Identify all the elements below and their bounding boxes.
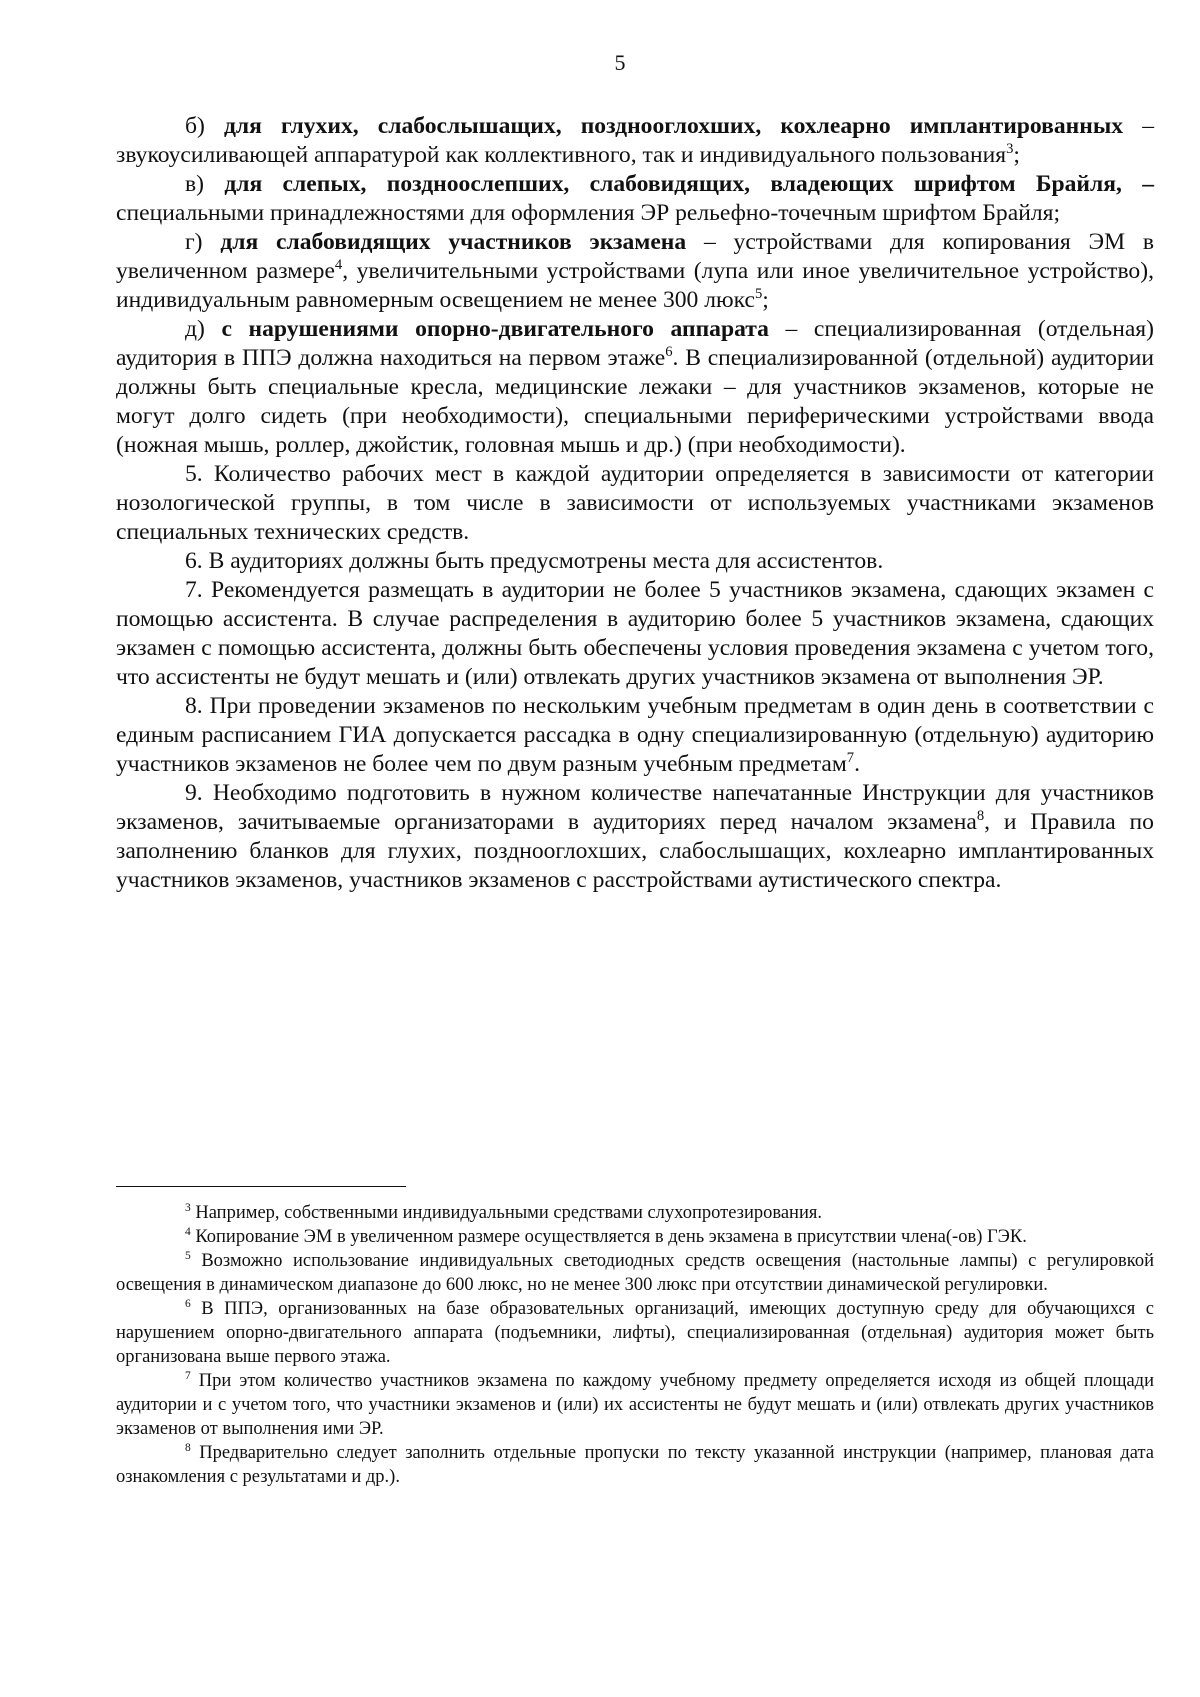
main-text [116, 112, 1154, 895]
paragraph-end: . [854, 751, 861, 777]
footnote-number: 4 [185, 1225, 191, 1238]
item-text: . В специализированной (отдельной) аудитории должны быть специальные кресла, медицинские лежаки – для участников экзаменов, которые не могут долго сидеть (при необходимости), специальными периферическими устройствами ввода (ножная мышь, роллер, джойстик, головная мышь и др.) (при необходимости). [116, 345, 1154, 458]
item-bold-heading: для слепых, поздноослепших, слабовидящих, владеющих шрифтом Брайля, – [224, 171, 1154, 197]
item-marker: в) [185, 171, 225, 197]
item-marker: г) [185, 229, 221, 255]
item-marker: б) [185, 113, 224, 139]
item-text: – специализированная (отдельная) аудитория в ППЭ должна находиться на первом этаже [116, 316, 1154, 371]
footnote-ref[interactable]: 4 [334, 257, 343, 274]
item-bold-heading: для слабовидящих участников экзамена [220, 229, 687, 255]
footnote-text: Предварительно следует заполнить отдельные пропуски по тексту указанной инструкции (например, плановая дата ознакомления с результатами и др.). [116, 1443, 1154, 1487]
footnote-text: Копирование ЭМ в увеличенном размере осуществляется в день экзамена в присутствии члена(-ов) ГЭК. [190, 1227, 1027, 1247]
footnote-ref[interactable]: 5 [754, 286, 763, 303]
paragraph-text: , и Правила по заполнению бланков для глухих, позднооглохших, слабослышащих, кохлеарно имплантированных участников экзаменов, участников экзаменов с расстройствами аутистического спектра. [116, 809, 1154, 893]
item-text: – звукоусиливающей аппаратурой как коллективного, так и индивидуального пользования [116, 113, 1154, 168]
footnote-number: 5 [185, 1249, 191, 1262]
footnote-text: В ППЭ, организованных на базе образовательных организаций, имеющих доступную среду для обучающихся с нарушением опорно-двигательного аппарата (подъемники, лифты), специализированная (отдельная) аудитория может быть организована выше первого этажа. [116, 1299, 1154, 1367]
footnote-divider [116, 1186, 406, 1187]
footnotes [116, 1201, 1154, 1489]
item-g [116, 228, 1154, 315]
footnote-6 [116, 1297, 1154, 1369]
item-text: – устройствами для копирования ЭМ в увеличенном размере [116, 229, 1154, 284]
footnote-number: 7 [185, 1369, 191, 1382]
page-number: 5 [614, 50, 626, 75]
footnote-text: При этом количество участников экзамена по каждому учебному предмету определяется исходя из общей площади аудитории и с учетом того, что участники экзаменов и (или) их ассистенты не будут мешать и (или) отвлекать других участников экзаменов от выполнения ими ЭР. [116, 1371, 1154, 1439]
footnote-number: 3 [185, 1201, 191, 1214]
paragraph-5: 5. Количество рабочих мест в каждой аудитории определяется в зависимости от категории нозологической группы, в том числе в зависимости от используемых участниками экзаменов специальных технических средств. [116, 461, 1154, 545]
item-bold-heading: с нарушениями опорно-двигательного аппарата [221, 316, 769, 342]
paragraph-text: 8. При проведении экзаменов по нескольким учебным предметам в один день в соответствии с единым расписанием ГИА допускается рассадка в одну специализированную (отдельную) аудиторию участников экзаменов не более чем по двум разным учебным предметам [116, 693, 1154, 777]
paragraph-6: 6. В аудиториях должны быть предусмотрены места для ассистентов. [185, 548, 884, 574]
footnote-number: 6 [185, 1297, 191, 1310]
paragraph-text: 9. Необходимо подготовить в нужном количестве напечатанные Инструкции для участников экзаменов, зачитываемые организаторами в аудиториях перед началом экзамена [116, 780, 1154, 835]
footnote-8 [116, 1441, 1154, 1489]
footnote-3 [116, 1201, 1154, 1225]
item-end: ; [1013, 142, 1020, 168]
footnote-ref[interactable]: 3 [1006, 141, 1014, 158]
footnote-5 [116, 1249, 1154, 1297]
footnote-number: 8 [185, 1441, 191, 1454]
footnote-ref[interactable]: 7 [846, 750, 855, 767]
item-end: ; [762, 287, 769, 313]
footnote-text: Возможно использование индивидуальных светодиодных средств освещения (настольные лампы) с регулировкой освещения в динамическом диапазоне до 600 люкс, но не менее 300 люкс при отсутствии динамической регулировки. [116, 1251, 1154, 1295]
paragraph-8 [116, 692, 1154, 779]
paragraph-9 [116, 779, 1154, 895]
paragraph-7: 7. Рекомендуется размещать в аудитории не более 5 участников экзамена, сдающих экзамен с помощью ассистента. В случае распределения в аудиторию более 5 участников экзамена, сдающих экзамен с помощью ассистента, должны быть обеспечены условия проведения экзамена с учетом того, что ассистенты не будут мешать и (или) отвлекать других участников экзамена от выполнения ЭР. [116, 577, 1154, 690]
item-d [116, 315, 1154, 460]
item-v [116, 170, 1154, 228]
item-bold-heading: для глухих, слабослышащих, позднооглохших, кохлеарно имплантированных [223, 113, 1124, 139]
footnote-text: Например, собственными индивидуальными средствами слухопротезирования. [190, 1203, 822, 1223]
footnote-ref[interactable]: 8 [976, 808, 985, 825]
footnote-4 [116, 1225, 1154, 1249]
item-text: , увеличительными устройствами (лупа или иное увеличительное устройство), индивидуальным равномерным освещением не менее 300 люкс [116, 258, 1154, 313]
footnote-ref[interactable]: 6 [665, 344, 673, 361]
item-marker: д) [185, 316, 222, 342]
item-b [116, 112, 1154, 170]
item-text: специальными принадлежностями для оформления ЭР рельефно-точечным шрифтом Брайля; [116, 200, 1061, 226]
footnote-7 [116, 1369, 1154, 1441]
